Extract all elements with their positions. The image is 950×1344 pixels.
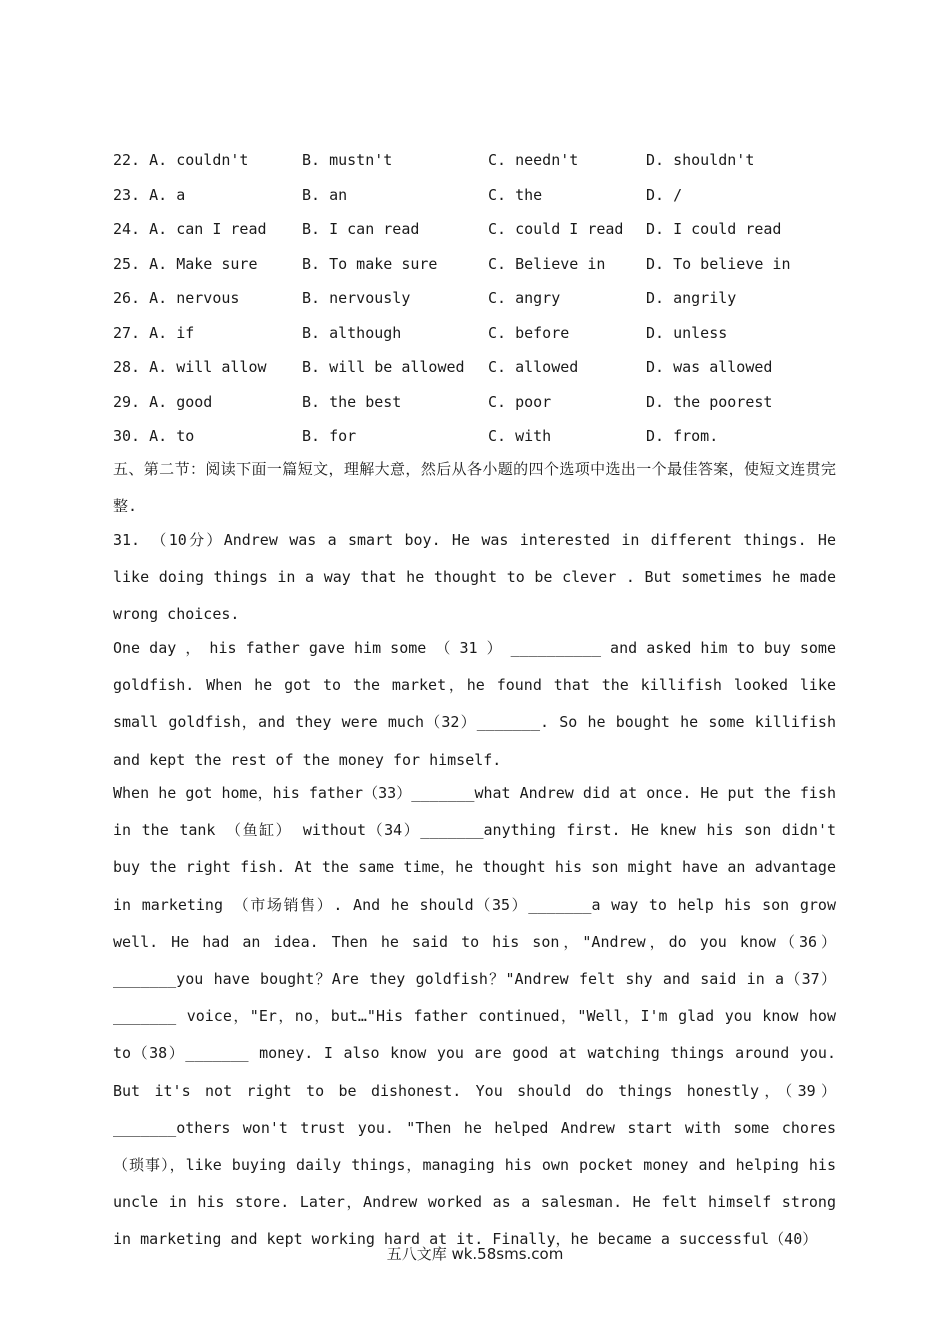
option-c: C. angry — [488, 289, 561, 307]
option-b: B. for — [302, 427, 357, 445]
option-c: C. allowed — [488, 358, 579, 376]
option-d: D. was allowed — [646, 358, 773, 376]
option-b: B. mustn't — [302, 151, 393, 169]
option-a: 25. A. Make sure — [113, 254, 258, 273]
option-a: 26. A. nervous — [113, 289, 240, 307]
option-row-30 — [113, 419, 853, 454]
option-a: 28. A. will allow — [113, 358, 267, 376]
option-b: B. nervously — [302, 289, 411, 307]
option-b: B. although — [302, 323, 402, 342]
option-b: B. the best — [302, 392, 402, 411]
option-d: D. from. — [646, 427, 719, 445]
option-c: C. the — [488, 185, 543, 204]
option-a: 24. A. can I read — [113, 220, 267, 238]
option-d: D. unless — [646, 323, 728, 342]
option-d: D. To believe in — [646, 254, 791, 273]
option-d: D. angrily — [646, 289, 737, 307]
option-c: C. before — [488, 323, 570, 342]
option-c: C. poor — [488, 392, 552, 411]
option-a: 27. A. if — [113, 323, 195, 342]
option-row-22 — [113, 143, 853, 178]
option-row-24 — [113, 212, 853, 247]
passage-intro: 31. （10分）Andrew was a smart boy. He was interested in different things. He like doing things in a way that he thought to be clever . But sometimes he made wrong choices. — [113, 531, 836, 624]
option-c: C. Believe in — [488, 254, 606, 273]
option-row-25 — [113, 247, 853, 282]
option-a: 29. A. good — [113, 392, 213, 411]
option-d: D. I could read — [646, 220, 782, 238]
footer-watermark: 五八文库 wk.58sms.com — [386, 1245, 564, 1263]
option-row-28 — [113, 350, 853, 385]
option-a: 23. A. a — [113, 185, 186, 204]
passage-paragraph: One day ， his father gave him some （ 31 ） __________ and asked him to buy some goldfish. When he got to the market，he found that the killifish looked like small goldfish，and they were much（32）_______. So he bought he some killifish and kept the rest of the money for himself. — [113, 639, 836, 769]
answer-options — [113, 143, 853, 454]
option-b: B. an — [302, 185, 348, 204]
option-a: 30. A. to — [113, 427, 195, 445]
option-d: D. / — [646, 185, 683, 204]
section-heading: 五、第二节：阅读下面一篇短文，理解大意，然后从各小题的四个选项中选出一个最佳答案，使短文连贯完整. — [113, 460, 836, 515]
option-b: B. will be allowed — [302, 358, 465, 376]
option-row-29 — [113, 385, 853, 420]
option-c: C. needn't — [488, 151, 579, 169]
option-a: 22. A. couldn't — [113, 151, 249, 169]
option-c: C. with — [488, 427, 552, 445]
passage-paragraph: When he got home，his father（33）_______what Andrew did at once. He put the fish in the tank （鱼缸） without（34）_______anything first. He knew his son didn't buy the right fish. At the same time，he thought his son might have an advantage in marketing （市场销售）. And he should（35）_______a way to help his son grow well. He had an idea. Then he said to his son，"Andrew，do you know（36）_______you have bought？Are they goldfish？"Andrew felt shy and said in a（37）_______ voice，"Er，no，but…"His father continued，"Well，I'm glad you know how to（38）_______ money. I also know you are good at watching things around you. But it's not right to be dishonest. You should do things honestly，（39）_______others won't trust you. "Then he helped Andrew start with some chores （琐事），like buying daily things，managing his own pocket money and helping his uncle in his store. Later，Andrew worked as a salesman. He felt himself strong in marketing and kept working hard at it. Finally，he became a successful（40） — [113, 784, 836, 1249]
option-d: D. shouldn't — [646, 151, 755, 169]
option-c: C. could I read — [488, 220, 624, 238]
option-b: B. To make sure — [302, 254, 438, 273]
option-b: B. I can read — [302, 220, 420, 238]
option-d: D. the poorest — [646, 392, 773, 411]
option-row-23 — [113, 178, 853, 213]
option-row-26 — [113, 281, 853, 316]
option-row-27 — [113, 316, 853, 351]
